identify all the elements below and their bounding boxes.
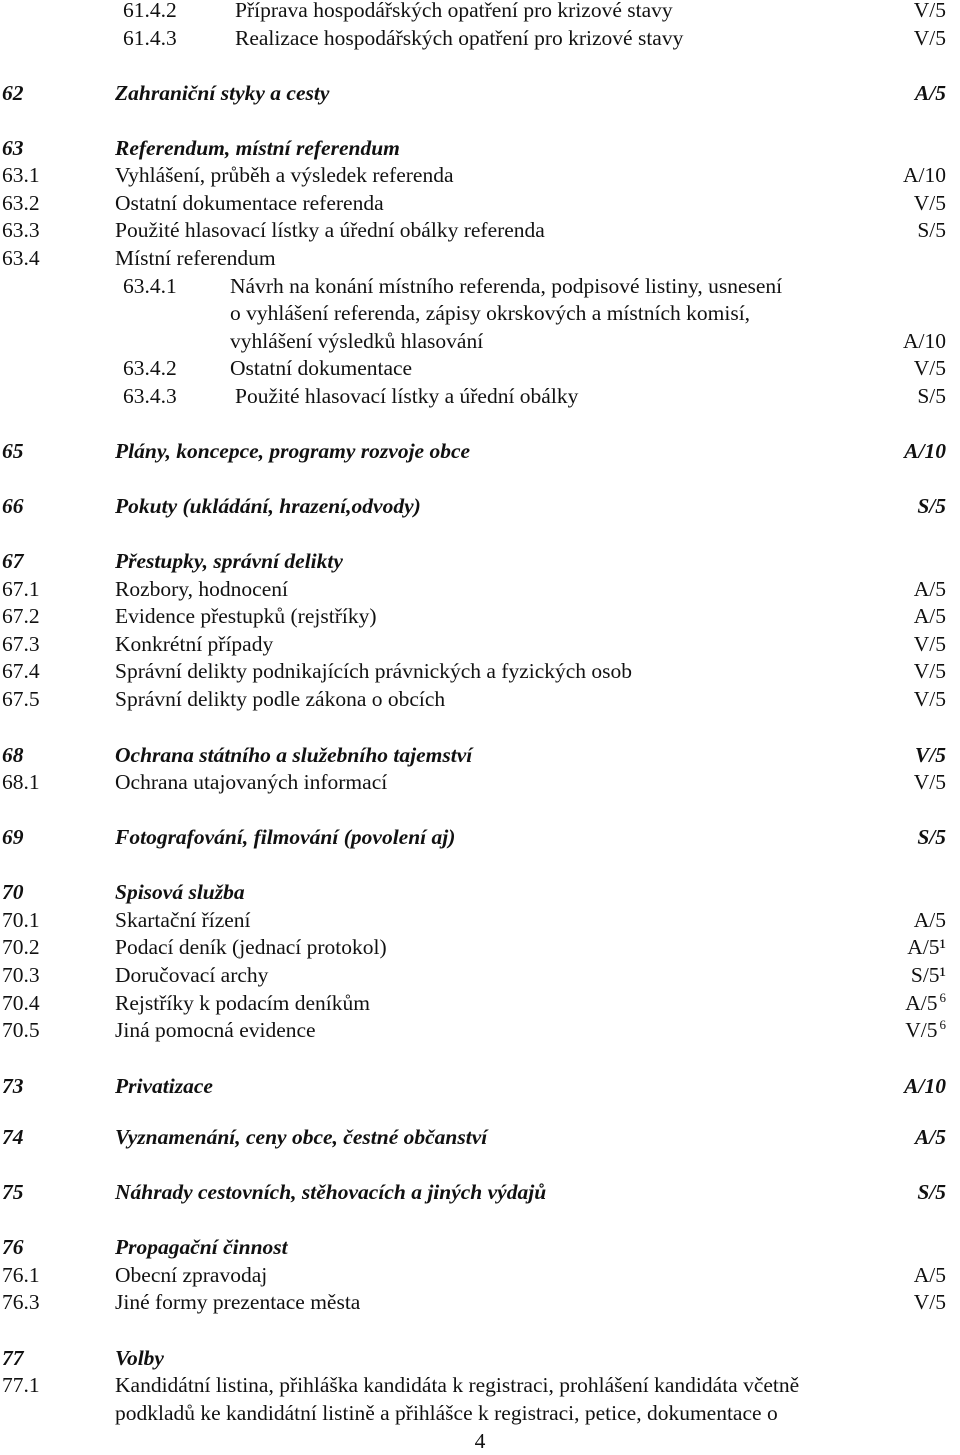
item-title: Správní delikty podnikajících právnických a fyzických osob xyxy=(115,659,633,683)
item-code: 70.3 xyxy=(2,963,40,987)
item-title: Ochrana utajovaných informací xyxy=(115,770,388,794)
retention-mark: A/5 xyxy=(913,1263,946,1287)
list-row xyxy=(0,906,960,934)
list-row xyxy=(0,1371,960,1399)
list-row xyxy=(0,657,960,685)
item-title: Správní delikty podle zákona o obcích xyxy=(115,687,446,711)
retention-mark: S/5 xyxy=(917,494,946,518)
list-row xyxy=(0,1288,960,1316)
retention-mark: S/5 xyxy=(917,218,946,242)
item-code: 76.3 xyxy=(2,1290,40,1314)
section-code: 76 xyxy=(2,1235,24,1259)
section-code: 70 xyxy=(2,880,24,904)
page-number: 4 xyxy=(474,1429,486,1453)
item-code: 70.5 xyxy=(2,1018,40,1042)
retention-mark: A/5 xyxy=(913,577,946,601)
item-title: vyhlášení výsledků hlasování xyxy=(230,329,484,353)
item-title: Návrh na konání místního referenda, podpisové listiny, usnesení xyxy=(230,274,783,298)
list-row xyxy=(0,602,960,630)
item-code: 63.4.1 xyxy=(123,274,177,298)
section-heading-row xyxy=(0,1123,960,1151)
item-code: 77.1 xyxy=(2,1373,40,1397)
item-title: Doručovací archy xyxy=(115,963,269,987)
retention-mark: V/5 xyxy=(913,1290,946,1314)
list-row xyxy=(0,630,960,658)
section-code: 77 xyxy=(2,1346,24,1370)
list-row xyxy=(0,685,960,713)
section-heading-row xyxy=(0,823,960,851)
retention-mark: S/5 xyxy=(917,825,946,849)
retention-mark-text: V/5 xyxy=(905,1018,938,1042)
item-code: 67.1 xyxy=(2,577,40,601)
retention-mark: V/5 xyxy=(913,687,946,711)
section-heading-row xyxy=(0,1072,960,1100)
item-title: Skartační řízení xyxy=(115,908,251,932)
retention-mark: A/10 xyxy=(903,163,946,187)
item-code: 70.1 xyxy=(2,908,40,932)
list-row xyxy=(0,272,960,300)
section-code: 73 xyxy=(2,1074,24,1098)
item-code: 63.4.3 xyxy=(123,384,177,408)
item-title: Kandidátní listina, přihláška kandidáta k registraci, prohlášení kandidáta včetně xyxy=(115,1373,800,1397)
retention-mark: V/5 xyxy=(914,743,946,767)
item-code: 67.2 xyxy=(2,604,40,628)
item-title: Rejstříky k podacím deníkům xyxy=(115,991,370,1015)
item-title: Vyhlášení, průběh a výsledek referenda xyxy=(115,163,454,187)
section-title: Referendum, místní referendum xyxy=(115,136,400,160)
item-code: 61.4.3 xyxy=(123,26,177,50)
list-row xyxy=(0,768,960,796)
item-code: 63.2 xyxy=(2,191,40,215)
retention-mark: A/5 xyxy=(914,1125,946,1149)
list-row xyxy=(0,24,960,52)
section-code: 69 xyxy=(2,825,24,849)
item-code: 76.1 xyxy=(2,1263,40,1287)
retention-mark: V/5 xyxy=(913,26,946,50)
item-code: 67.4 xyxy=(2,659,40,683)
list-row xyxy=(0,216,960,244)
section-heading-row xyxy=(0,741,960,769)
item-title: Realizace hospodářských opatření pro krizové stavy xyxy=(235,26,684,50)
section-title: Přestupky, správní delikty xyxy=(115,549,343,573)
retention-mark: V/5 xyxy=(913,659,946,683)
item-title: Místní referendum xyxy=(115,246,276,270)
retention-mark: S/5 xyxy=(917,1180,946,1204)
retention-mark: S/5¹ xyxy=(910,963,946,987)
section-heading-row xyxy=(0,437,960,465)
retention-mark: A/5¹ xyxy=(907,935,946,959)
retention-mark: A/5 xyxy=(913,604,946,628)
list-row xyxy=(0,961,960,989)
section-title: Spisová služba xyxy=(115,880,245,904)
section-title: Plány, koncepce, programy rozvoje obce xyxy=(115,439,471,463)
retention-mark: V/5 xyxy=(913,191,946,215)
retention-mark: V/5 xyxy=(913,632,946,656)
section-code: 63 xyxy=(2,136,24,160)
list-row xyxy=(0,354,960,382)
retention-mark xyxy=(905,989,946,1017)
list-row xyxy=(0,0,960,24)
list-row xyxy=(0,244,960,272)
item-title: Konkrétní případy xyxy=(115,632,274,656)
retention-mark: A/10 xyxy=(903,329,946,353)
retention-mark: V/5 xyxy=(913,0,946,22)
item-code: 63.4.2 xyxy=(123,356,177,380)
section-heading-row xyxy=(0,79,960,107)
section-code: 75 xyxy=(2,1180,24,1204)
section-code: 65 xyxy=(2,439,24,463)
item-title: o vyhlášení referenda, zápisy okrskových a místních komisí, xyxy=(230,301,751,325)
retention-mark: A/5 xyxy=(914,81,946,105)
retention-mark: V/5 xyxy=(913,356,946,380)
item-code: 63.1 xyxy=(2,163,40,187)
retention-mark: A/10 xyxy=(904,1074,946,1098)
list-row xyxy=(0,575,960,603)
list-row xyxy=(0,989,960,1017)
footnote-marker: 6 xyxy=(939,1016,946,1032)
footnote-marker: 6 xyxy=(939,989,946,1005)
section-heading-row xyxy=(0,547,960,575)
item-title: Ostatní dokumentace xyxy=(230,356,413,380)
item-code: 67.5 xyxy=(2,687,40,711)
section-title: Náhrady cestovních, stěhovacích a jiných výdajů xyxy=(115,1180,547,1204)
item-title: Jiné formy prezentace města xyxy=(115,1290,361,1314)
item-title: Rozbory, hodnocení xyxy=(115,577,288,601)
section-code: 68 xyxy=(2,743,24,767)
section-title: Fotografování, filmování (povolení aj) xyxy=(115,825,456,849)
retention-mark: A/5 xyxy=(913,908,946,932)
item-code: 63.3 xyxy=(2,218,40,242)
item-title: Podací deník (jednací protokol) xyxy=(115,935,387,959)
section-heading-row xyxy=(0,878,960,906)
item-title: Evidence přestupků (rejstříky) xyxy=(115,604,377,628)
list-row xyxy=(0,382,960,410)
item-title: Obecní zpravodaj xyxy=(115,1263,268,1287)
item-title: Jiná pomocná evidence xyxy=(115,1018,316,1042)
section-code: 62 xyxy=(2,81,24,105)
list-row xyxy=(0,161,960,189)
list-row xyxy=(0,1261,960,1289)
item-title: Ostatní dokumentace referenda xyxy=(115,191,384,215)
section-heading-row xyxy=(0,1344,960,1372)
item-title: Příprava hospodářských opatření pro krizové stavy xyxy=(235,0,673,22)
section-title: Propagační činnost xyxy=(115,1235,288,1259)
item-title: Použité hlasovací lístky a úřední obálky xyxy=(235,384,579,408)
section-title: Vyznamenání, ceny obce, čestné občanství xyxy=(115,1125,488,1149)
section-heading-row xyxy=(0,1178,960,1206)
retention-mark: S/5 xyxy=(917,384,946,408)
section-code: 74 xyxy=(2,1125,24,1149)
section-title: Volby xyxy=(115,1346,164,1370)
section-heading-row xyxy=(0,1233,960,1261)
retention-mark-text: A/5 xyxy=(905,991,938,1015)
section-title: Zahraniční styky a cesty xyxy=(115,81,330,105)
section-code: 67 xyxy=(2,549,24,573)
item-code: 70.2 xyxy=(2,935,40,959)
list-row xyxy=(0,189,960,217)
item-title: Použité hlasovací lístky a úřední obálky referenda xyxy=(115,218,545,242)
list-row-continuation xyxy=(0,299,960,327)
section-title: Pokuty (ukládání, hrazení,odvody) xyxy=(115,494,421,518)
retention-mark: A/10 xyxy=(904,439,946,463)
section-heading-row xyxy=(0,492,960,520)
section-heading-row xyxy=(0,134,960,162)
section-title: Ochrana státního a služebního tajemství xyxy=(115,743,473,767)
item-code: 70.4 xyxy=(2,991,40,1015)
retention-mark: V/5 xyxy=(913,770,946,794)
list-row xyxy=(0,933,960,961)
list-row xyxy=(0,1016,960,1044)
retention-mark xyxy=(905,1016,946,1044)
item-title: podkladů ke kandidátní listině a přihlášce k registraci, petice, dokumentace o xyxy=(115,1401,778,1425)
item-code: 67.3 xyxy=(2,632,40,656)
item-code: 61.4.2 xyxy=(123,0,177,22)
section-title: Privatizace xyxy=(115,1074,213,1098)
item-code: 68.1 xyxy=(2,770,40,794)
section-code: 66 xyxy=(2,494,24,518)
list-row-continuation xyxy=(0,327,960,355)
item-code: 63.4 xyxy=(2,246,40,270)
list-row-continuation xyxy=(0,1399,960,1427)
